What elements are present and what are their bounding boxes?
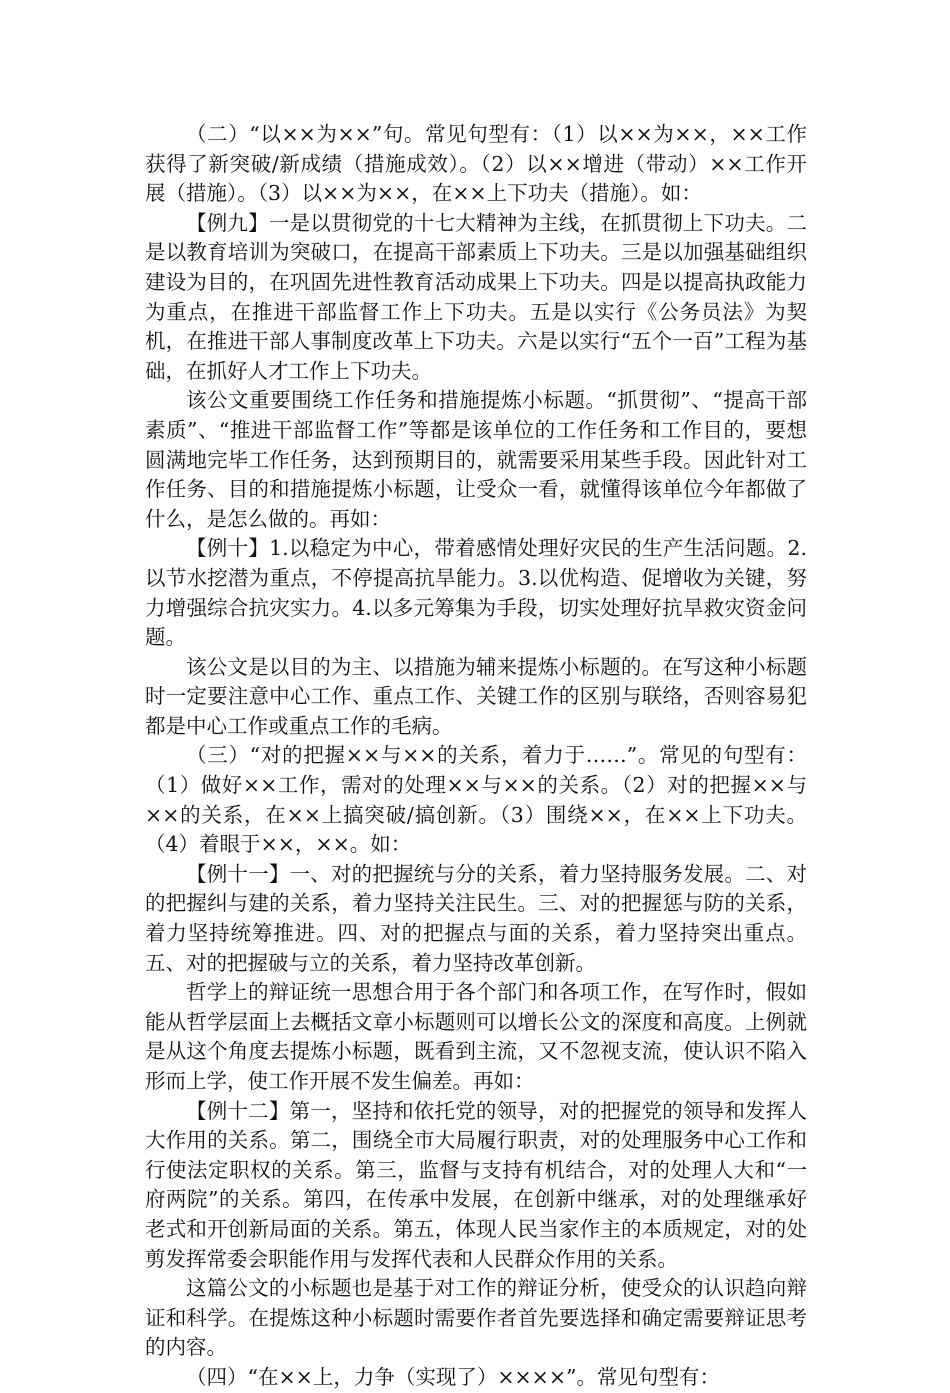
document-body (145, 120, 807, 1393)
paragraph-example-9: 【例九】一是以贯彻党的十七大精神为主线，在抓贯彻上下功夫。二是以教育培训为突破口，在提高干部素质上下功夫。三是以加强基础组织建设为目的，在巩固先进性教育活动成果上下功夫。四是以提高执政能力为重点，在推进干部监督工作上下功夫。五是以实行《公务员法》为契机，在推进干部人事制度改革上下功夫。六是以实行“五个一百”工程为基础，在抓好人才工作上下功夫。 (145, 210, 807, 383)
paragraph-example-10: 【例十】1.以稳定为中心，带着感情处理好灾民的生产生活问题。2.以节水挖潜为重点，不停提高抗旱能力。3.以优构造、促增收为关键，努力增强综合抗灾实力。4.以多元筹集为手段，切实处理好抗旱救灾资金问题。 (145, 536, 807, 650)
paragraph-example-11: 【例十一】一、对的把握统与分的关系，着力坚持服务发展。二、对的把握纠与建的关系，着力坚持关注民生。三、对的把握惩与防的关系，着力坚持统筹推进。四、对的把握点与面的关系，着力坚持突出重点。五、对的把握破与立的关系，着力坚持改革创新。 (145, 861, 807, 975)
paragraph-example-12: 【例十二】第一，坚持和依托党的领导，对的把握党的领导和发挥人大作用的关系。第二，围绕全市大局履行职责，对的处理服务中心工作和行使法定职权的关系。第三，监督与支持有机结合，对的处理人大和“一府两院”的关系。第四，在传承中发展，在创新中继承，对的处理继承好老式和开创新局面的关系。第五，体现人民当家作主的本质规定，对的处剪发挥常委会职能作用与发挥代表和人民群众作用的关系。 (145, 1098, 807, 1271)
paragraph-analysis-9: 该公文重要围绕工作任务和措施提炼小标题。“抓贯彻”、“提高干部素质”、“推进干部监督工作”等都是该单位的工作任务和工作目的，要想圆满地完毕工作任务，达到预期目的，就需要采用某些手段。因此针对工作任务、目的和措施提炼小标题，让受众一看，就懂得该单位今年都做了什么，是怎么做的。再如： (145, 388, 807, 531)
paragraph-analysis-10: 该公文是以目的为主、以措施为辅来提炼小标题的。在写这种小标题时一定要注意中心工作、重点工作、关键工作的区别与联络，否则容易犯都是中心工作或重点工作的毛病。 (145, 654, 807, 738)
paragraph-analysis-12: 这篇公文的小标题也是基于对工作的辩证分析，使受众的认识趋向辩证和科学。在提炼这种小标题时需要作者首先要选择和确定需要辩证思考的内容。 (145, 1276, 807, 1360)
paragraph-section-4-heading: （四）“在××上，力争（实现了）××××”。常见句型有： (186, 1364, 721, 1389)
paragraph-section-2-heading: （二）“以××为××”句。常见句型有：（1）以××为××，××工作获得了新突破/新成绩（措施成效）。（2）以××增进（带动）××工作开展（措施）。（3）以××为××，在××上下功夫（措施）。如： (145, 122, 807, 206)
paragraph-analysis-11: 哲学上的辩证统一思想合用于各个部门和各项工作，在写作时，假如能从哲学层面上去概括文章小标题则可以增长公文的深度和高度。上例就是从这个角度去提炼小标题，既看到主流，又不忽视支流，使认识不陷入形而上学，使工作开展不发生偏差。再如： (145, 980, 807, 1093)
paragraph-section-3-heading: （三）“对的把握××与××的关系，着力于……”。常见的句型有：（1）做好××工作，需对的处理××与××的关系。（2）对的把握××与××的关系，在××上搞突破/搞创新。（3）围绕××，在××上下功夫。（4）着眼于××，××。如： (145, 743, 807, 857)
